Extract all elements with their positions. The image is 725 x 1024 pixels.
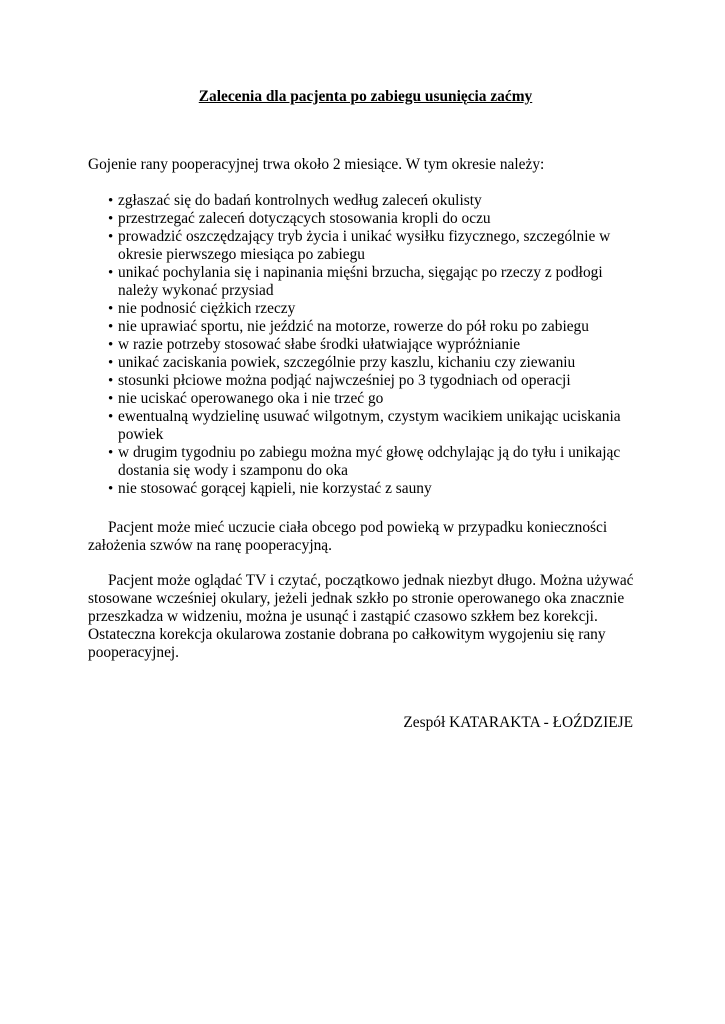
list-item-text: nie stosować gorącej kąpieli, nie korzystać z sauny <box>118 480 432 497</box>
list-item <box>88 372 643 390</box>
list-item-text: nie uprawiać sportu, nie jeździć na motorze, rowerze do pół roku po zabiegu <box>118 318 589 335</box>
paragraph-foreign-body: Pacjent może mieć uczucie ciała obcego pod powieką w przypadku konieczności założenia szwów na ranę pooperacyjną. <box>88 519 608 554</box>
list-item-text: prowadzić oszczędzający tryb życia i unikać wysiłku fizycznego, szczególnie w okresie pierwszego miesiąca po zabiegu <box>118 228 611 263</box>
list-item <box>88 192 643 210</box>
list-item <box>88 336 643 354</box>
bullet-icon: • <box>108 319 114 335</box>
list-item-text: nie podnosić ciężkich rzeczy <box>118 300 296 317</box>
list-item-text: unikać pochylania się i napinania mięśni brzucha, sięgając po rzeczy z podłogi należy wykonać przysiad <box>118 264 603 299</box>
list-item <box>88 408 643 444</box>
list-item-text: przestrzegać zaleceń dotyczących stosowania kropli do oczu <box>118 210 491 227</box>
bullet-icon: • <box>108 229 114 245</box>
signature: Zespół KATARAKTA - ŁOŹDZIEJE <box>403 714 633 731</box>
list-item <box>88 300 643 318</box>
bullet-icon: • <box>108 481 114 497</box>
list-item-text: ewentualną wydzielinę usuwać wilgotnym, czystym wacikiem unikając uciskania powiek <box>118 408 621 443</box>
bullet-icon: • <box>108 265 114 281</box>
bullet-icon: • <box>108 445 114 461</box>
recommendations-list <box>88 192 643 498</box>
list-item-text: w drugim tygodniu po zabiegu można myć głowę odchylając ją do tyłu i unikając dostania się wody i szamponu do oka <box>118 444 621 479</box>
document-title: Zalecenia dla pacjenta po zabiegu usunięcia zaćmy <box>198 88 533 105</box>
list-item <box>88 480 643 498</box>
list-item <box>88 390 643 408</box>
bullet-icon: • <box>108 301 114 317</box>
list-item <box>88 210 643 228</box>
bullet-icon: • <box>108 337 114 353</box>
list-item-text: zgłaszać się do badań kontrolnych według zaleceń okulisty <box>118 192 482 209</box>
list-item <box>88 354 643 372</box>
list-item-text: unikać zaciskania powiek, szczególnie przy kaszlu, kichaniu czy ziewaniu <box>118 354 576 371</box>
bullet-icon: • <box>108 391 114 407</box>
list-item <box>88 264 643 300</box>
list-item <box>88 444 643 480</box>
list-item <box>88 228 643 264</box>
list-item-text: w razie potrzeby stosować słabe środki ułatwiające wypróżnianie <box>118 336 521 353</box>
paragraph-tv-reading: Pacjent może oglądać TV i czytać, początkowo jednak niezbyt długo. Można używać stosowane wcześniej okulary, jeżeli jednak szkło po stronie operowanego oka znacznie przeszkadza w widzeniu, można je usunąć i zastąpić czasowo szkłem bez korekcji. Ostateczna korekcja okularowa zostanie dobrana po całkowitym wygojeniu się rany pooperacyjnej. <box>88 572 634 661</box>
bullet-icon: • <box>108 211 114 227</box>
bullet-icon: • <box>108 409 114 425</box>
bullet-icon: • <box>108 355 114 371</box>
list-item <box>88 318 643 336</box>
bullet-icon: • <box>108 373 114 389</box>
bullet-icon: • <box>108 193 114 209</box>
intro-text: Gojenie rany pooperacyjnej trwa około 2 miesiące. W tym okresie należy: <box>88 156 545 173</box>
list-item-text: nie uciskać operowanego oka i nie trzeć go <box>118 390 384 407</box>
list-item-text: stosunki płciowe można podjąć najwcześniej po 3 tygodniach od operacji <box>118 372 571 389</box>
